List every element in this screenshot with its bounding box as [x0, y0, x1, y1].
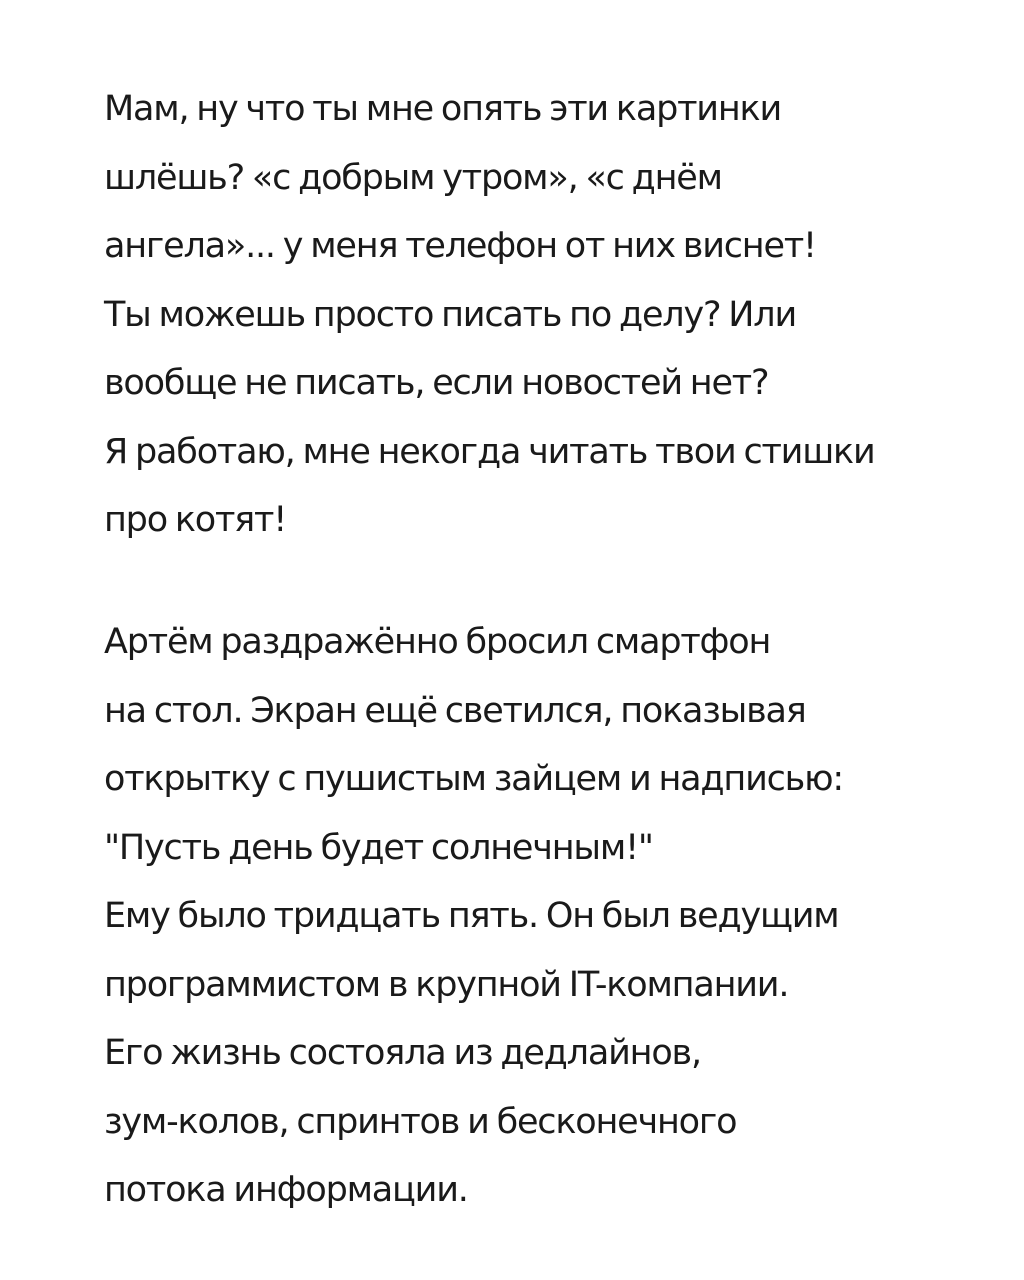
text-line: "Пусть день будет солнечным!": [104, 827, 653, 868]
text-line: Ему было тридцать пять. Он был ведущим: [104, 896, 839, 936]
text-line: открытку с пушистым зайцем и надписью:: [104, 759, 843, 799]
text-line: Мам, ну что ты мне опять эти картинки: [104, 89, 781, 129]
text-line: Артём раздражённо бросил смартфон: [104, 622, 771, 662]
text-line: зум-колов, спринтов и бесконечного: [104, 1101, 737, 1142]
text-line: потока информации.: [104, 1170, 468, 1210]
text-line: ангела»... у меня телефон от них виснет!: [104, 226, 816, 266]
text-line: вообще не писать, если новостей нет?: [104, 363, 769, 403]
text-line: Я работаю, мне некогда читать твои стишки: [104, 431, 875, 472]
text-line: про котят!: [104, 500, 287, 540]
text-line: шлёшь? «с добрым утром», «с днём: [104, 157, 722, 198]
narrative-paragraph: [104, 608, 984, 1225]
text-line: на стол. Экран ещё светился, показывая: [104, 690, 806, 731]
text-line: Его жизнь состояла из дедлайнов,: [104, 1033, 701, 1073]
dialogue-paragraph: [104, 75, 984, 555]
text-line: Ты можешь просто писать по делу? Или: [104, 294, 796, 335]
text-line: программистом в крупной IT-компании.: [104, 964, 789, 1005]
